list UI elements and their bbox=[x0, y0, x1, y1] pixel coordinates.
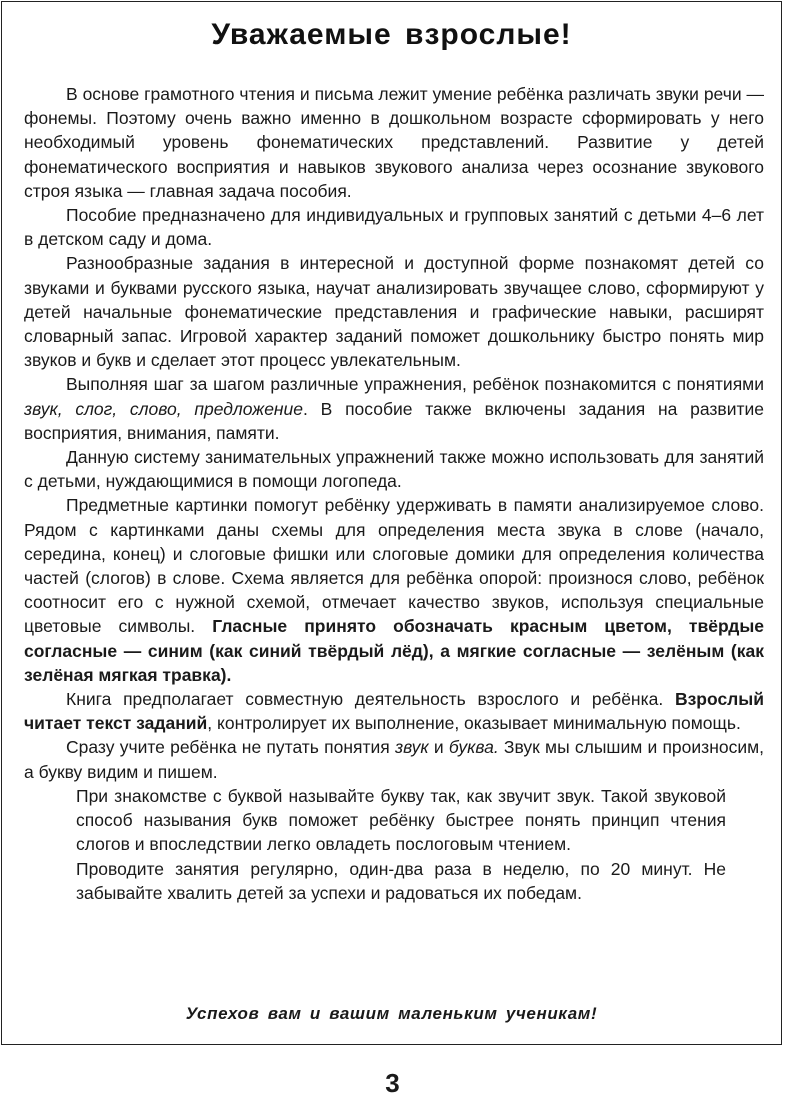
text-run: Выполняя шаг за шагом различные упражнения, ребёнок познакомится с понятиями bbox=[66, 374, 764, 395]
text-run: Книга предполагает совместную деятельность взрослого и ребёнка. bbox=[66, 689, 675, 710]
text-run: и bbox=[428, 737, 449, 758]
italic-letter: буква. bbox=[448, 737, 499, 758]
paragraph-letter-naming: При знакомстве с буквой называйте букву так, как звучит звук. Такой звуковой способ называния букв поможет ребёнку быстрее понять принцип чтения слогов и впоследствии легко овладеть послоговым чтением. bbox=[76, 785, 726, 855]
body-text bbox=[24, 82, 764, 905]
italic-sound: звук bbox=[394, 737, 429, 758]
italic-terms: звук, слог, слово, предложение bbox=[24, 398, 304, 419]
page-frame bbox=[1, 1, 782, 1045]
text-run: Предметные картинки помогут ребёнку удерживать в памяти анализируемое слово. Рядом с картинками даны схемы для определения места звука в слове (начало, середина, конец) и слоговые фишки или слоговые домики для определения количества частей (слогов) в слове. Схема является для ребёнка опорой: произнося слово, ребёнок соотносит его с нужной схемой, отмечает качество звуков, используя специальные цветовые символы. bbox=[24, 495, 764, 637]
paragraph-audience: Пособие предназначено для индивидуальных и групповых занятий с детьми 4–6 лет в детском саду и дома. bbox=[24, 205, 764, 250]
text-run: . В пособие также включены задания на развитие восприятия, внимания, памяти. bbox=[24, 398, 764, 443]
paragraph-tasks: Разнообразные задания в интересной и доступной форме познакомят детей со звуками и буквами русского языка, научат анализировать звучащее слово, сформируют у детей начальные фонематические представления и графические навыки, расширят словарный запас. Игровой характер заданий поможет дошкольнику быстро понять мир звуков и букв и сделает этот процесс увлекательным. bbox=[24, 253, 764, 371]
paragraph-sound-letter bbox=[24, 735, 764, 783]
paragraph-schedule: Проводите занятия регулярно, один-два раза в неделю, по 20 минут. Не забывайте хвалить детей за успехи и радоваться их победам. bbox=[76, 858, 726, 903]
text-run: Звук мы слышим и произносим, а букву видим и пишем. bbox=[24, 737, 765, 782]
closing-wish: Успехов вам и вашим маленьким ученикам! bbox=[185, 1004, 598, 1023]
paragraph-speech-therapy: Данную систему занимательных упражнений также можно использовать для занятий с детьми, нуждающимися в помощи логопеда. bbox=[24, 447, 764, 492]
page-title: Уважаемые взрослые! bbox=[211, 18, 572, 51]
text-run: Сразу учите ребёнка не путать понятия bbox=[66, 737, 395, 758]
paragraph-pictures bbox=[24, 493, 764, 687]
page-number: 3 bbox=[385, 1068, 400, 1098]
paragraph-joint-activity bbox=[24, 687, 764, 735]
bold-adult-reads: Взрослый читает текст заданий bbox=[24, 689, 764, 734]
text-run: , контролирует их выполнение, оказывает минимальную помощь. bbox=[207, 713, 741, 734]
paragraph-concepts bbox=[24, 372, 764, 445]
paragraph-intro: В основе грамотного чтения и письма лежит умение ребёнка различать звуки речи — фонемы. Поэтому очень важно именно в дошкольном возрасте сформировать у него необходимый уровень фонематических представлений. Развитие у детей фонематического восприятия и навыков звукового анализа через осознание звукового строя языка — главная задача пособия. bbox=[24, 84, 764, 201]
bold-color-rules: Гласные принято обозначать красным цветом, твёрдые согласные — синим (как синий твёрдый лёд), а мягкие согласные — зелёным (как зелёная мягкая травка). bbox=[24, 616, 764, 685]
